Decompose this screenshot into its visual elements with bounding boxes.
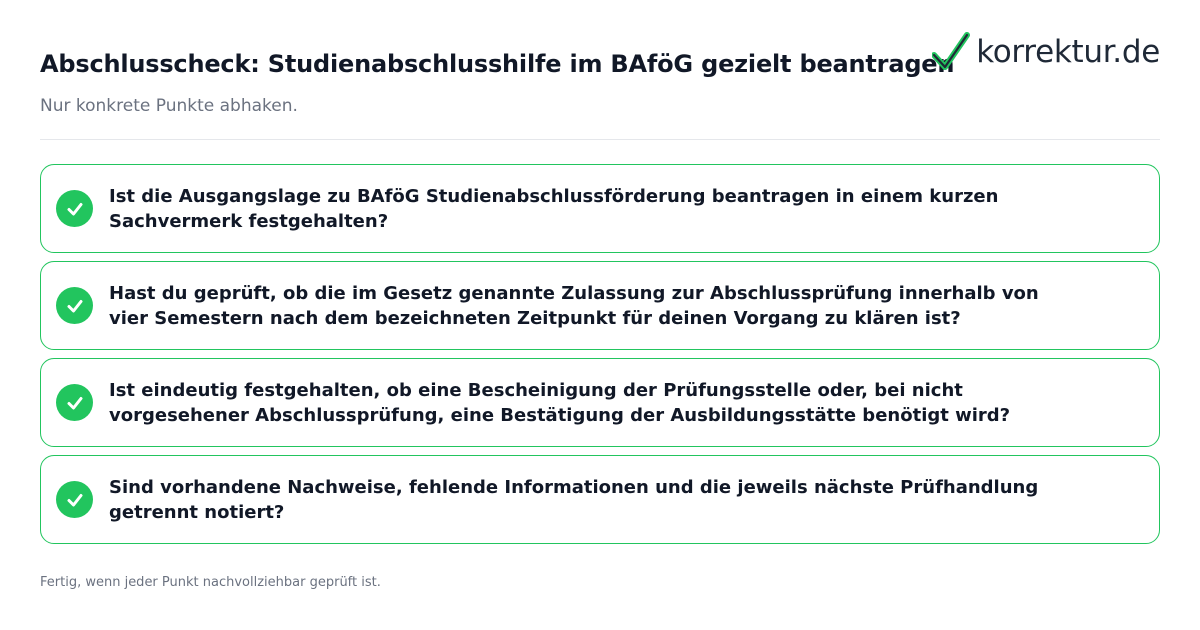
page-subtitle: Nur konkrete Punkte abhaken. xyxy=(40,96,298,116)
logo xyxy=(932,30,1160,74)
checklist-item-text: Ist eindeutig festgehalten, ob eine Bescheinigung der Prüfungsstelle oder, bei nicht vorgesehener Abschlussprüfung, eine Bestätigung der Ausbildungsstätte benötigt wird? xyxy=(109,379,1011,426)
checklist-item xyxy=(40,455,1160,544)
logo-text: korrektur.de xyxy=(976,34,1160,70)
check-circle-icon xyxy=(56,481,93,518)
checklist-item-text: Sind vorhandene Nachweise, fehlende Informationen und die jeweils nächste Prüfhandlung getrennt notiert? xyxy=(109,476,1039,523)
checklist-item xyxy=(40,261,1160,350)
check-circle-icon xyxy=(56,287,93,324)
checklist-item xyxy=(40,358,1160,447)
check-circle-icon xyxy=(56,190,93,227)
checklist-item-text: Hast du geprüft, ob die im Gesetz genannte Zulassung zur Abschlussprüfung innerhalb von vier Semestern nach dem bezeichneten Zeitpunkt für deinen Vorgang zu klären ist? xyxy=(109,282,1039,329)
page-header xyxy=(40,0,1160,140)
checklist xyxy=(40,164,1160,552)
checkmark-icon xyxy=(932,31,970,73)
checklist-item xyxy=(40,164,1160,253)
footer-note: Fertig, wenn jeder Punkt nachvollziehbar geprüft ist. xyxy=(40,575,381,590)
check-circle-icon xyxy=(56,384,93,421)
page-title: Abschlusscheck: Studienabschlusshilfe im BAföG gezielt beantragen xyxy=(40,50,955,78)
checklist-item-text: Ist die Ausgangslage zu BAföG Studienabschlussförderung beantragen in einem kurzen Sachvermerk festgehalten? xyxy=(109,185,999,232)
